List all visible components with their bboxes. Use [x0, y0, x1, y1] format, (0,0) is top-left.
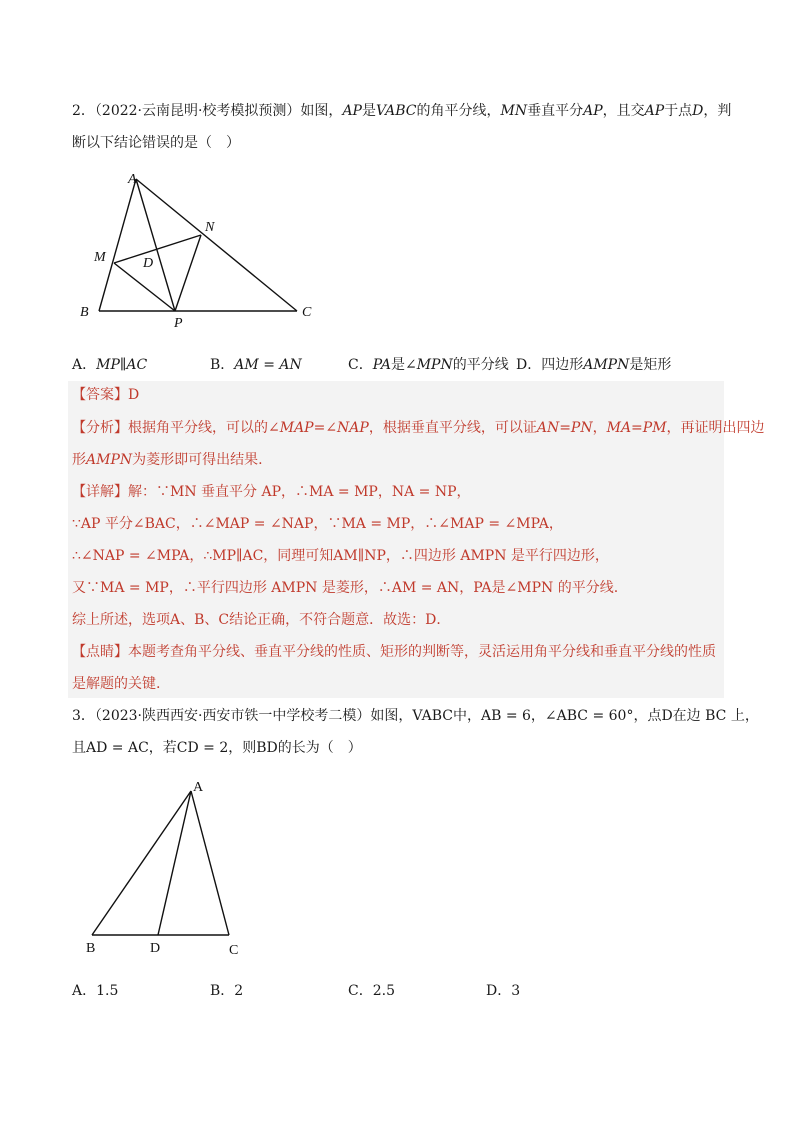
label-M: M	[94, 250, 106, 265]
q2-stem-text: 的角平分线，	[416, 103, 501, 119]
solution-box	[68, 381, 765, 698]
q2-stem-text: ，且交	[602, 103, 645, 119]
q3-option-c: C．2.5	[348, 983, 395, 999]
detail-tag: 【详解】	[72, 484, 128, 500]
comment-text: 本题考查角平分线、垂直平分线的性质、矩形的判断等，灵活运用角平分线和垂直平分线的性质	[128, 644, 716, 660]
q2-option-c	[348, 355, 509, 375]
label-D: D	[150, 941, 161, 956]
answer-value: D	[128, 387, 140, 403]
label-A: A	[128, 172, 137, 187]
option-prefix: A．	[72, 357, 97, 373]
detail-line3: ∴∠NAP = ∠MPA，∴MP∥AC，同理可知AM∥NP，∴四边形 AMPN 是平行四边形，	[72, 548, 609, 564]
analysis-text: 为菱形即可得出结果.	[132, 452, 263, 468]
analysis-line1	[72, 418, 765, 438]
edge-AC	[191, 791, 229, 935]
option-text: AM = AN	[234, 357, 302, 373]
label-B: B	[86, 941, 96, 956]
option-prefix: B．	[210, 357, 235, 373]
q2-geometry-figure	[72, 168, 332, 333]
detail-line1	[72, 482, 471, 502]
option-text: 是	[390, 357, 405, 373]
q3-stem-line1: 3．（2023·陕西西安·西安市铁一中学校考二模）如图，VABC中，AB = 6，∠ABC = 60°，点D在边 BC 上，	[72, 708, 759, 724]
q2-var: AP	[342, 103, 362, 119]
q2-option-b	[210, 355, 302, 375]
analysis-text: 根据角平分线，可以的	[128, 420, 268, 436]
analysis-text: MA=PM	[606, 420, 667, 436]
q2-stem-line1	[72, 101, 731, 121]
q2-option-d	[516, 355, 671, 375]
q3-options	[72, 981, 732, 1001]
summary-line: 综上所述，选项A、B、C结论正确，不符合题意．故选：D．	[72, 612, 451, 628]
q3-option-a: A．1.5	[72, 983, 119, 999]
label-N: N	[205, 220, 215, 235]
analysis-text: ，	[592, 420, 607, 436]
analysis-text: AN=PN	[536, 420, 593, 436]
q3-option-b: B．2	[210, 983, 244, 999]
q2-stem-text: ，判	[703, 103, 732, 119]
option-text: AMPN	[583, 357, 630, 373]
q2-stem-text: 是	[361, 103, 376, 119]
option-text: ∠MPN	[404, 357, 453, 373]
segment-AD	[158, 791, 191, 935]
label-C: C	[229, 943, 239, 958]
q2-options	[72, 355, 732, 375]
analysis-line2	[72, 450, 263, 470]
option-text: MP∥AC	[96, 357, 148, 373]
label-P: P	[174, 316, 183, 331]
q3-geometry-figure	[72, 775, 262, 965]
answer-line	[72, 385, 139, 405]
analysis-text: AMPN	[86, 452, 133, 468]
comment-line1	[72, 642, 716, 662]
q2-var: AP	[583, 103, 603, 119]
analysis-text: ，根据垂直平分线，可以证	[368, 420, 537, 436]
label-D: D	[143, 256, 154, 271]
comment-tag: 【点睛】	[72, 644, 128, 660]
option-text: PA	[372, 357, 391, 373]
q3-option-d: D．3	[486, 983, 521, 999]
q2-var: MN	[500, 103, 528, 119]
q2-stem-text: 于点	[664, 103, 693, 119]
label-C: C	[302, 305, 312, 320]
q2-var: D	[692, 103, 704, 119]
option-text: 的平分线	[452, 357, 509, 373]
q2-stem-text: 垂直平分	[527, 103, 584, 119]
edge-AC	[136, 179, 297, 311]
answer-tag: 【答案】	[72, 387, 128, 403]
q2-var: VABC	[375, 103, 417, 119]
label-B: B	[80, 305, 89, 320]
q2-stem-text: 2．（2022·云南昆明·校考模拟预测）如图，	[72, 103, 343, 119]
segment-MN	[114, 235, 201, 263]
analysis-text: 形	[72, 452, 86, 468]
detail-line4: 又∵MA = MP，∴平行四边形 AMPN 是菱形，∴AM = AN，PA是∠MPN 的平分线.	[72, 580, 619, 596]
segment-NP	[175, 235, 201, 311]
q2-var: AP	[644, 103, 665, 119]
option-prefix: D．四边形	[516, 357, 584, 373]
analysis-tag: 【分析】	[72, 420, 128, 436]
label-A: A	[193, 780, 204, 795]
detail-line2: ∵AP 平分∠BAC，∴∠MAP = ∠NAP，∵MA = MP，∴∠MAP = ∠MPA，	[72, 516, 563, 532]
comment-line2: 是解题的关键.	[72, 676, 161, 692]
detail-text: 解：∵MN 垂直平分 AP，∴MA = MP，NA = NP，	[128, 484, 471, 500]
q2-option-a	[72, 355, 147, 375]
option-prefix: C．	[348, 357, 373, 373]
analysis-text: ∠MAP=∠NAP	[268, 420, 369, 436]
edge-AB	[92, 791, 191, 935]
option-text: 是矩形	[629, 357, 672, 373]
q3-stem-line2: 且AD = AC，若CD = 2，则BD的长为（ ）	[72, 740, 362, 756]
q2-stem-line2: 断以下结论错误的是（ ）	[72, 135, 240, 151]
edge-AB	[99, 179, 136, 311]
analysis-text: ，再证明出四边	[666, 420, 765, 436]
